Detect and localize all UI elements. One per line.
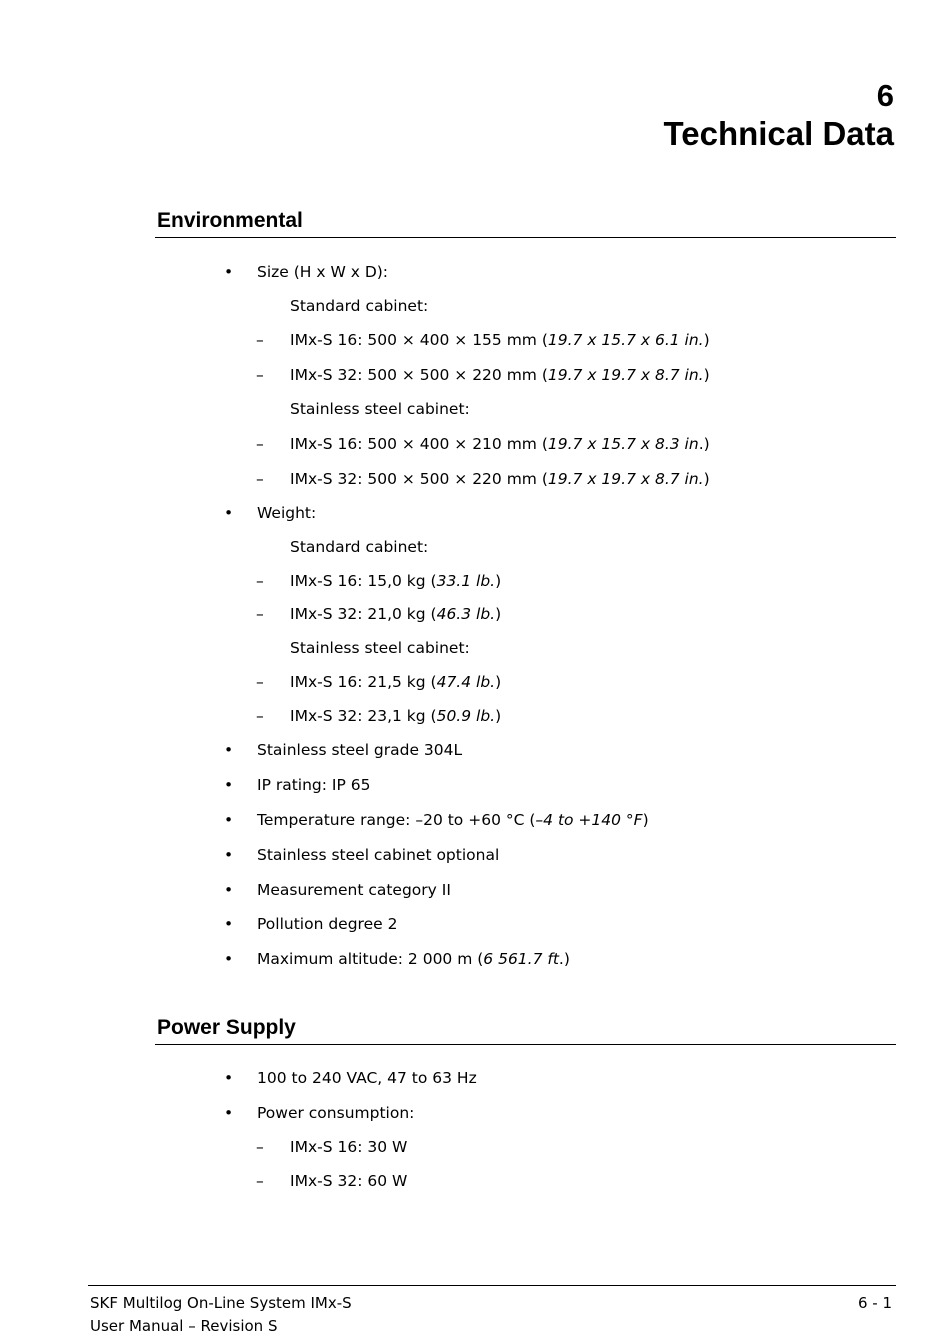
sub-list-item — [0, 671, 950, 693]
bullet-glyph: • — [224, 881, 234, 899]
voltage: 100 to 240 VAC, 47 to 63 Hz — [257, 1069, 477, 1087]
dash-glyph: – — [256, 331, 264, 349]
ss-optional: Stainless steel cabinet optional — [257, 846, 500, 864]
dash-glyph: – — [256, 366, 264, 384]
subheading: Standard cabinet: — [290, 538, 429, 556]
page-footer — [88, 1285, 896, 1335]
bullet-glyph: • — [224, 1069, 234, 1087]
footer-title — [90, 1292, 352, 1338]
weight-ss-16: IMx-S 16: 21,5 kg (47.4 lb.) — [290, 673, 502, 691]
max-altitude: Maximum altitude: 2 000 m (6 561.7 ft.) — [257, 950, 570, 968]
sub-list-item — [0, 364, 950, 386]
dash-glyph: – — [256, 707, 264, 725]
bullet-glyph: • — [224, 950, 234, 968]
weight-ss-32: IMx-S 32: 23,1 kg (50.9 lb.) — [290, 707, 502, 725]
pollution-degree: Pollution degree 2 — [257, 915, 398, 933]
chapter-number: 6 — [876, 78, 894, 113]
bullet-glyph: • — [224, 846, 234, 864]
sub-list-item — [0, 329, 950, 351]
chapter-title: Technical Data — [663, 115, 894, 152]
footer-line-1: SKF Multilog On-Line System IMx-S — [90, 1294, 352, 1312]
subheading: Stainless steel cabinet: — [290, 639, 470, 657]
size-ss-16: IMx-S 16: 500 × 400 × 210 mm (19.7 x 15.7 x 8.3 in.) — [290, 435, 710, 453]
consumption-label: Power consumption: — [257, 1104, 415, 1122]
weight-std-32: IMx-S 32: 21,0 kg (46.3 lb.) — [290, 605, 502, 623]
section-divider — [155, 1044, 896, 1045]
sub-list-item — [0, 1136, 950, 1158]
ip-rating: IP rating: IP 65 — [257, 776, 371, 794]
weight-label: Weight: — [257, 504, 317, 522]
list-item — [0, 809, 950, 831]
list-item — [0, 295, 950, 317]
list-item — [0, 261, 950, 283]
sub-list-item — [0, 1170, 950, 1192]
list-item — [0, 502, 950, 524]
list-item — [0, 913, 950, 935]
temperature-range: Temperature range: –20 to +60 °C (–4 to +140 °F) — [257, 811, 649, 829]
consumption-imx32: IMx-S 32: 60 W — [290, 1172, 408, 1190]
list-item — [0, 879, 950, 901]
sub-list-item — [0, 705, 950, 727]
subheading: Stainless steel cabinet: — [290, 400, 470, 418]
size-std-32: IMx-S 32: 500 × 500 × 220 mm (19.7 x 19.7 x 8.7 in.) — [290, 366, 710, 384]
section-power-supply — [155, 1015, 896, 1045]
bullet-glyph: • — [224, 263, 234, 281]
dash-glyph: – — [256, 1138, 264, 1156]
bullet-glyph: • — [224, 504, 234, 522]
steel-grade: Stainless steel grade 304L — [257, 741, 463, 759]
bullet-glyph: • — [224, 741, 234, 759]
bullet-glyph: • — [224, 811, 234, 829]
list-item — [0, 1102, 950, 1124]
sub-list-item — [0, 570, 950, 592]
bullet-glyph: • — [224, 1104, 234, 1122]
section-environmental — [155, 208, 896, 238]
sub-list-item — [0, 433, 950, 455]
list-item — [0, 739, 950, 761]
page-number: 6 - 1 — [857, 1294, 892, 1312]
sub-list-item — [0, 468, 950, 490]
dash-glyph: – — [256, 572, 264, 590]
section-heading: Power Supply — [157, 1016, 296, 1039]
measurement-category: Measurement category II — [257, 881, 451, 899]
size-ss-32: IMx-S 32: 500 × 500 × 220 mm (19.7 x 19.7 x 8.7 in.) — [290, 470, 710, 488]
sub-list-item — [0, 603, 950, 625]
list-item — [0, 1067, 950, 1089]
list-item — [0, 774, 950, 796]
subheading: Standard cabinet: — [290, 297, 429, 315]
size-label: Size (H x W x D): — [257, 263, 389, 281]
dash-glyph: – — [256, 673, 264, 691]
dash-glyph: – — [256, 1172, 264, 1190]
list-item — [0, 536, 950, 558]
dash-glyph: – — [256, 470, 264, 488]
chapter-heading — [664, 78, 894, 154]
list-item — [0, 398, 950, 420]
bullet-glyph: • — [224, 776, 234, 794]
weight-std-16: IMx-S 16: 15,0 kg (33.1 lb.) — [290, 572, 502, 590]
consumption-imx16: IMx-S 16: 30 W — [290, 1138, 408, 1156]
dash-glyph: – — [256, 435, 264, 453]
footer-line-2: User Manual – Revision S — [90, 1317, 278, 1335]
list-item — [0, 844, 950, 866]
section-divider — [155, 237, 896, 238]
bullet-glyph: • — [224, 915, 234, 933]
list-item — [0, 637, 950, 659]
size-std-16: IMx-S 16: 500 × 400 × 155 mm (19.7 x 15.7 x 6.1 in.) — [290, 331, 710, 349]
section-heading: Environmental — [157, 209, 303, 232]
dash-glyph: – — [256, 605, 264, 623]
list-item — [0, 948, 950, 970]
